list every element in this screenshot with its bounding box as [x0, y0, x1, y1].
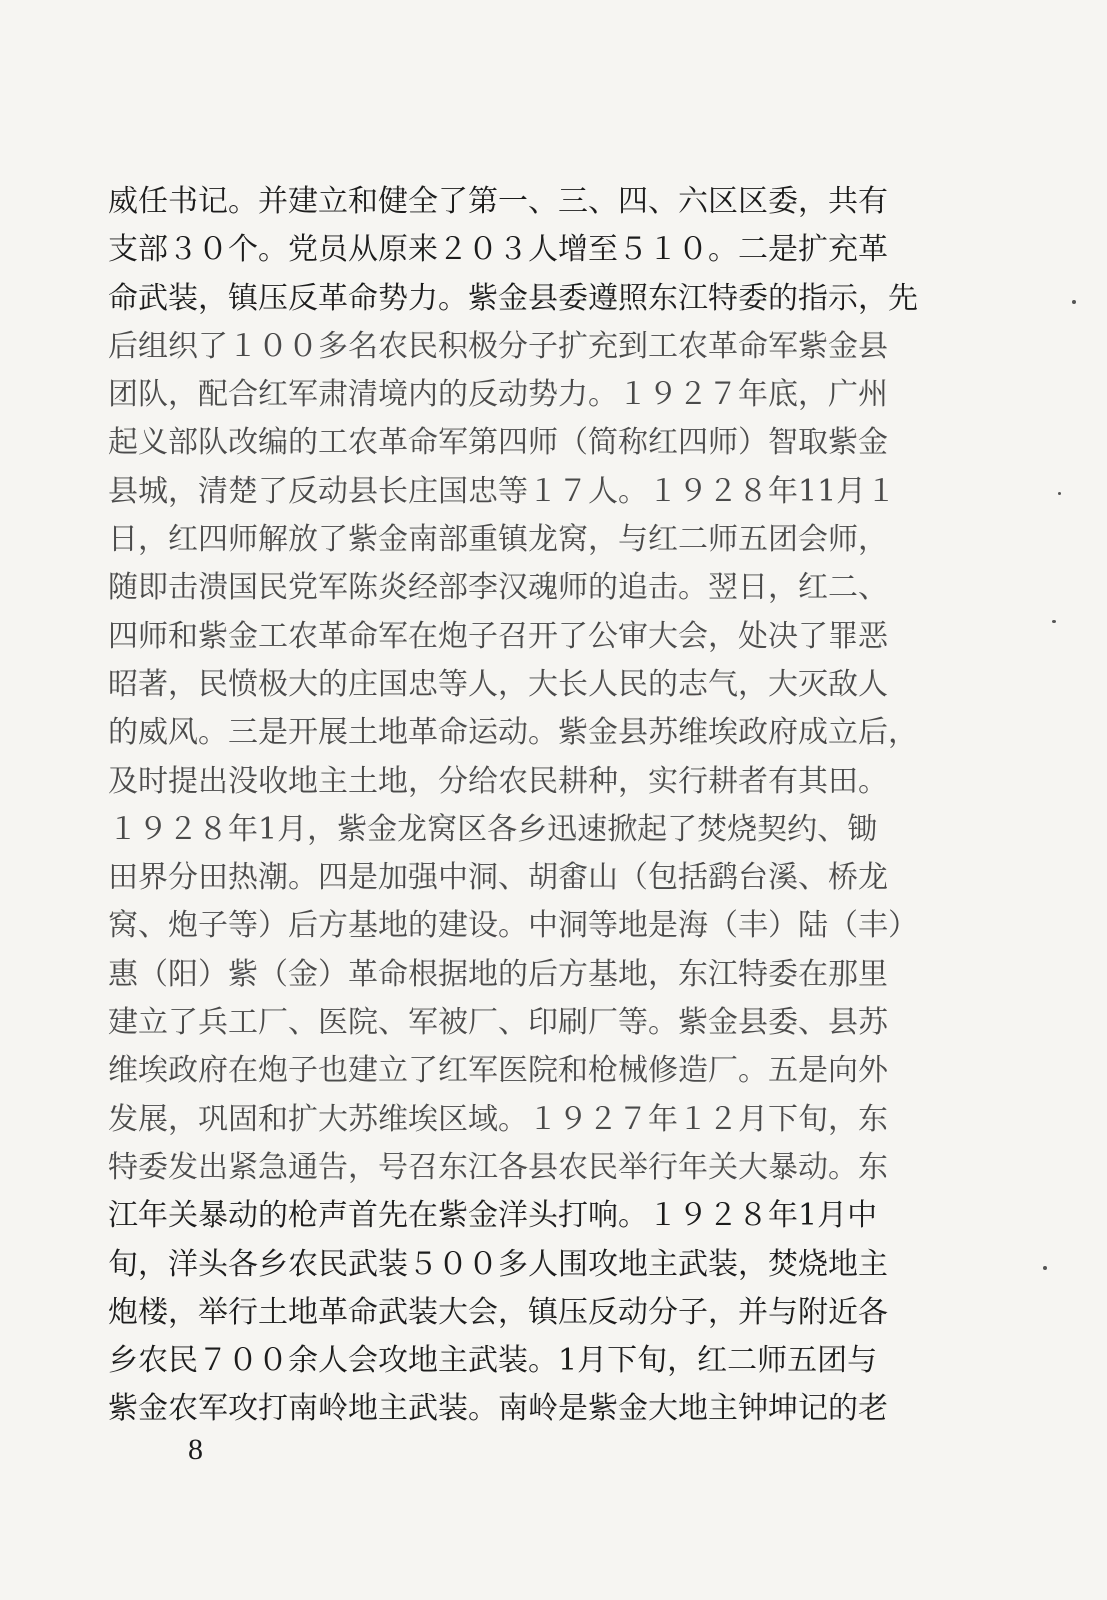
text-line: 支部３０个。党员从原来２０３人增至５１０。二是扩充革 [108, 232, 888, 268]
text-line: 田界分田热潮。四是加强中洞、胡畬山（包括鹞台溪、桥龙 [108, 860, 888, 896]
scan-speck [1052, 620, 1056, 623]
text-line: 惠（阳）紫（金）革命根据地的后方基地，东江特委在那里 [108, 956, 888, 992]
text-line: 威任书记。并建立和健全了第一、三、四、六区区委，共有 [108, 184, 888, 219]
text-line: 命武装，镇压反革命势力。紫金县委遵照东江特委的指示，先 [108, 280, 918, 316]
scan-speck [1058, 492, 1061, 495]
text-line: 后组织了１００多名农民积极分子扩充到工农革命军紫金县 [108, 328, 888, 364]
text-line: １９２８年1月，紫金龙窝区各乡迅速掀起了焚烧契约、锄 [108, 811, 878, 847]
text-line: 昭著，民愤极大的庄国忠等人，大长人民的志气，大灭敌人 [108, 666, 888, 702]
text-line: 日，红四师解放了紫金南部重镇龙窝，与红二师五团会师， [108, 522, 888, 558]
text-line: 窝、炮子等）后方基地的建设。中洞等地是海（丰）陆（丰） [108, 908, 918, 944]
text-line: 县城，清楚了反动县长庄国忠等１７人。１９２８年11月１ [108, 473, 897, 509]
text-line: 发展，巩固和扩大苏维埃区域。１９２７年１２月下旬，东 [108, 1101, 888, 1137]
text-line: 的威风。三是开展土地革命运动。紫金县苏维埃政府成立后， [108, 715, 918, 751]
text-line: 四师和紫金工农革命军在炮子召开了公审大会，处决了罪恶 [108, 618, 888, 654]
text-line: 乡农民７００余人会攻地主武装。1月下旬，红二师五团与 [108, 1343, 878, 1379]
text-line: 特委发出紧急通告，号召东江各县农民举行年关大暴动。东 [108, 1149, 888, 1185]
text-line: 及时提出没收地主土地，分给农民耕种，实行耕者有其田。 [108, 763, 888, 799]
body-text [108, 178, 968, 1434]
text-line: 随即击溃国民党军陈炎经部李汉魂师的追击。翌日，红二、 [108, 570, 888, 606]
text-line: 江年关暴动的枪声首先在紫金洋头打响。１９２８年1月中 [108, 1198, 878, 1234]
text-line: 旬，洋头各乡农民武装５００多人围攻地主武装，焚烧地主 [108, 1246, 888, 1282]
page-number: 8 [188, 1433, 203, 1466]
text-line: 紫金农军攻打南岭地主武装。南岭是紫金大地主钟坤记的老 [108, 1391, 888, 1427]
scan-speck [1072, 300, 1076, 304]
text-line: 团队，配合红军肃清境内的反动势力。１９２７年底，广州 [108, 377, 888, 413]
scan-speck [1043, 1266, 1047, 1270]
text-line: 维埃政府在炮子也建立了红军医院和枪械修造厂。五是向外 [108, 1053, 888, 1089]
text-line: 建立了兵工厂、医院、军被厂、印刷厂等。紫金县委、县苏 [108, 1005, 888, 1041]
text-line: 炮楼，举行土地革命武装大会，镇压反动分子，并与附近各 [108, 1294, 888, 1330]
text-line: 起义部队改编的工农革命军第四师（简称红四师）智取紫金 [108, 425, 888, 461]
